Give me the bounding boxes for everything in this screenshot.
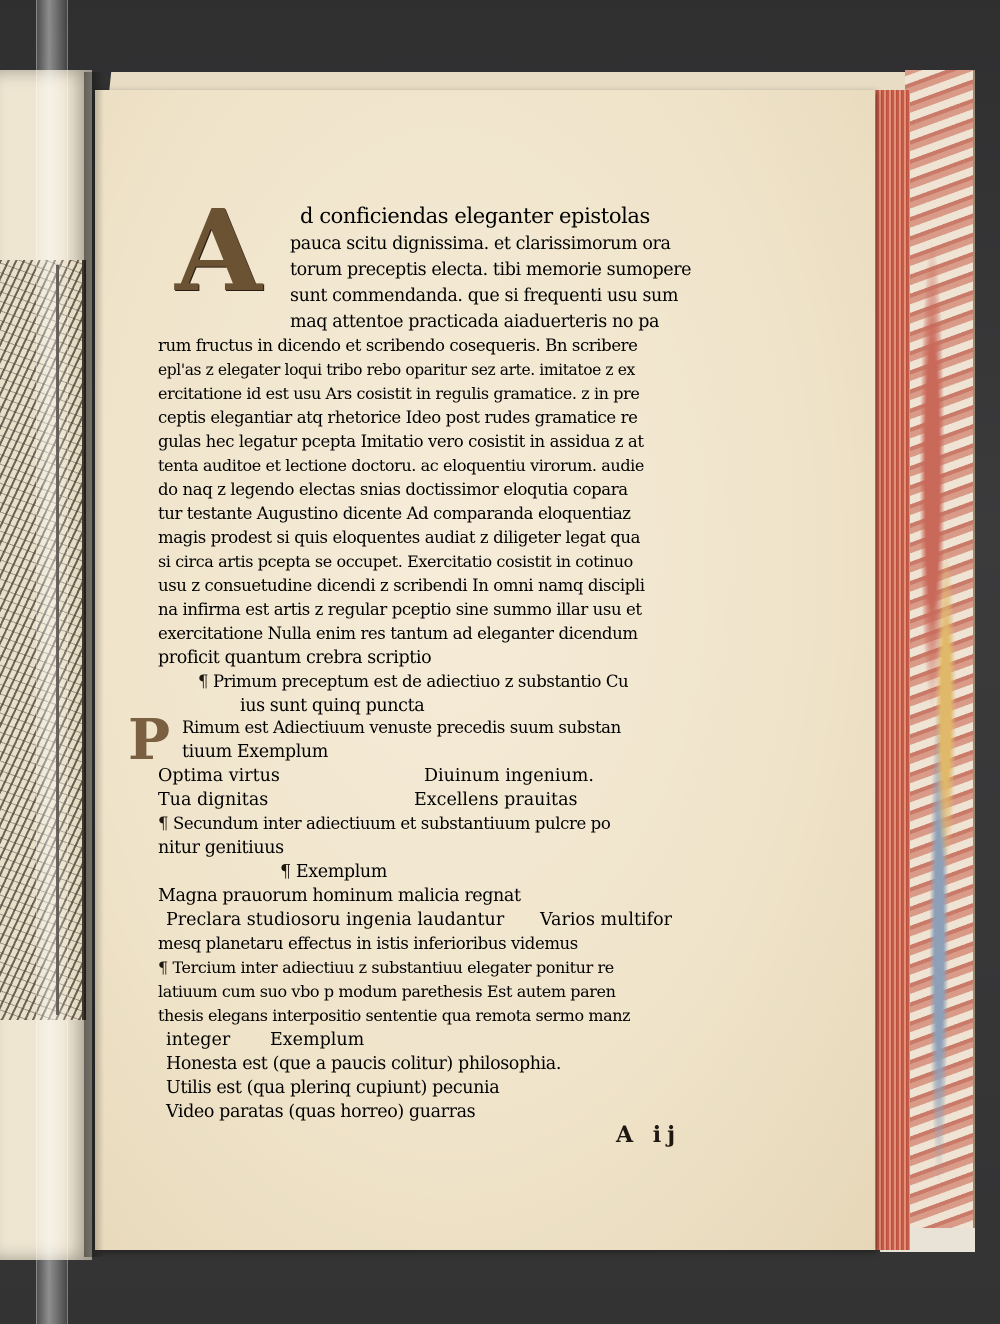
book-support-bar bbox=[36, 0, 68, 1324]
pilcrow-icon: ¶ bbox=[158, 814, 173, 833]
text-line: d conficiendas eleganter epistolas bbox=[300, 204, 650, 228]
text-line: maq attentoe practicada aiaduerteris no pa bbox=[290, 312, 660, 332]
text-line bbox=[158, 814, 610, 834]
text-line: pauca scitu dignissima. et clarissimorum ora bbox=[290, 234, 671, 254]
text-line: latiuum cum suo vbo p modum parethesis Est autem paren bbox=[158, 982, 616, 1001]
text-line: usu z consuetudine dicendi z scribendi In omni namq discipli bbox=[158, 576, 645, 595]
text-line: tur testante Augustino dicente Ad comparanda eloquentiaz bbox=[158, 504, 631, 523]
text-line: tenta auditoe et lectione doctoru. ac eloquentiu virorum. audie bbox=[158, 456, 644, 475]
pilcrow-icon: ¶ bbox=[280, 862, 296, 882]
text-line: gulas hec legatur pcepta Imitatio vero cosistit in assidua z at bbox=[158, 432, 644, 451]
gutter-shadow bbox=[84, 72, 104, 1257]
pilcrow-icon: ¶ bbox=[158, 958, 173, 977]
text-line: epl'as z elegater loqui tribo rebo oparitur sez arte. imitatoe z ex bbox=[158, 361, 635, 379]
heading-text: Primum preceptum est de adiectiuo z substantio Cu bbox=[212, 672, 629, 691]
pilcrow-icon: ¶ bbox=[198, 672, 213, 691]
text-line: mesq planetaru effectus in istis inferioribus videmus bbox=[158, 934, 578, 953]
text-line: ius sunt quinq puncta bbox=[240, 696, 425, 716]
marbled-cover-board bbox=[905, 70, 975, 1230]
example-word: Optima virtus bbox=[158, 766, 280, 786]
text-line: torum preceptis electa. tibi memorie sumopere bbox=[290, 260, 692, 280]
text-line: nitur genitiuus bbox=[158, 838, 284, 858]
heading-text: Tercium inter adiectiuu z substantiuu elegater ponitur re bbox=[172, 958, 614, 977]
text-line: Honesta est (que a paucis colitur) philosophia. bbox=[166, 1054, 562, 1074]
text-line: ercitatione id est usu Ars cosistit in regulis gramatice. z in pre bbox=[158, 384, 640, 403]
text-line: na infirma est artis z regular pceptio sine summo illar usu et bbox=[158, 600, 642, 619]
text-line: Rimum est Adiectiuum venuste precedis suum substan bbox=[182, 718, 621, 737]
text-line: ceptis elegantiar atq rhetorice Ideo post rudes gramatice re bbox=[158, 408, 638, 427]
text-line: Magna prauorum hominum malicia regnat bbox=[158, 886, 521, 906]
text-line: exercitatione Nulla enim res tantum ad eleganter dicendum bbox=[158, 624, 638, 643]
text-line: integer bbox=[166, 1030, 231, 1050]
example-word: Tua dignitas bbox=[158, 790, 269, 810]
text-line: Video paratas (quas horreo) guarras bbox=[166, 1102, 476, 1122]
heading-text: Exemplum bbox=[295, 862, 387, 882]
text-line: Varios multifor bbox=[540, 910, 672, 930]
text-line: do naq z legendo electas snias doctissimor eloqutia copara bbox=[158, 480, 628, 499]
text-line: Utilis est (qua plerinq cupiunt) pecunia bbox=[166, 1078, 500, 1098]
example-word: Diuinum ingenium. bbox=[424, 766, 594, 786]
text-line: rum fructus in dicendo et scribendo cosequeris. Bn scribere bbox=[158, 336, 638, 355]
text-line: thesis elegans interpositio sententie qua remota sermo manz bbox=[158, 1006, 631, 1025]
decorated-initial-a: A bbox=[175, 186, 262, 317]
signature-mark: A ij bbox=[616, 1122, 682, 1148]
decorated-initial-p: P bbox=[128, 707, 171, 773]
text-line: proficit quantum crebra scriptio bbox=[158, 648, 432, 668]
red-page-edges bbox=[872, 90, 910, 1250]
text-line bbox=[158, 958, 614, 978]
text-line: si circa artis pcepta se occupet. Exercitatio cosistit in cotinuo bbox=[158, 552, 633, 571]
text-line bbox=[280, 862, 387, 882]
text-line: tiuum Exemplum bbox=[182, 742, 328, 762]
text-line: sunt commendanda. que si frequenti usu sum bbox=[290, 286, 679, 306]
text-line: Exemplum bbox=[270, 1030, 365, 1050]
example-word: Excellens prauitas bbox=[414, 790, 578, 810]
text-line: Preclara studiosoru ingenia laudantur bbox=[166, 910, 505, 930]
text-line bbox=[198, 672, 628, 692]
heading-text: Secundum inter adiectiuum et substantiuum pulcre po bbox=[172, 814, 611, 833]
text-line: magis prodest si quis eloquentes audiat z diligeter legat qua bbox=[158, 528, 641, 547]
